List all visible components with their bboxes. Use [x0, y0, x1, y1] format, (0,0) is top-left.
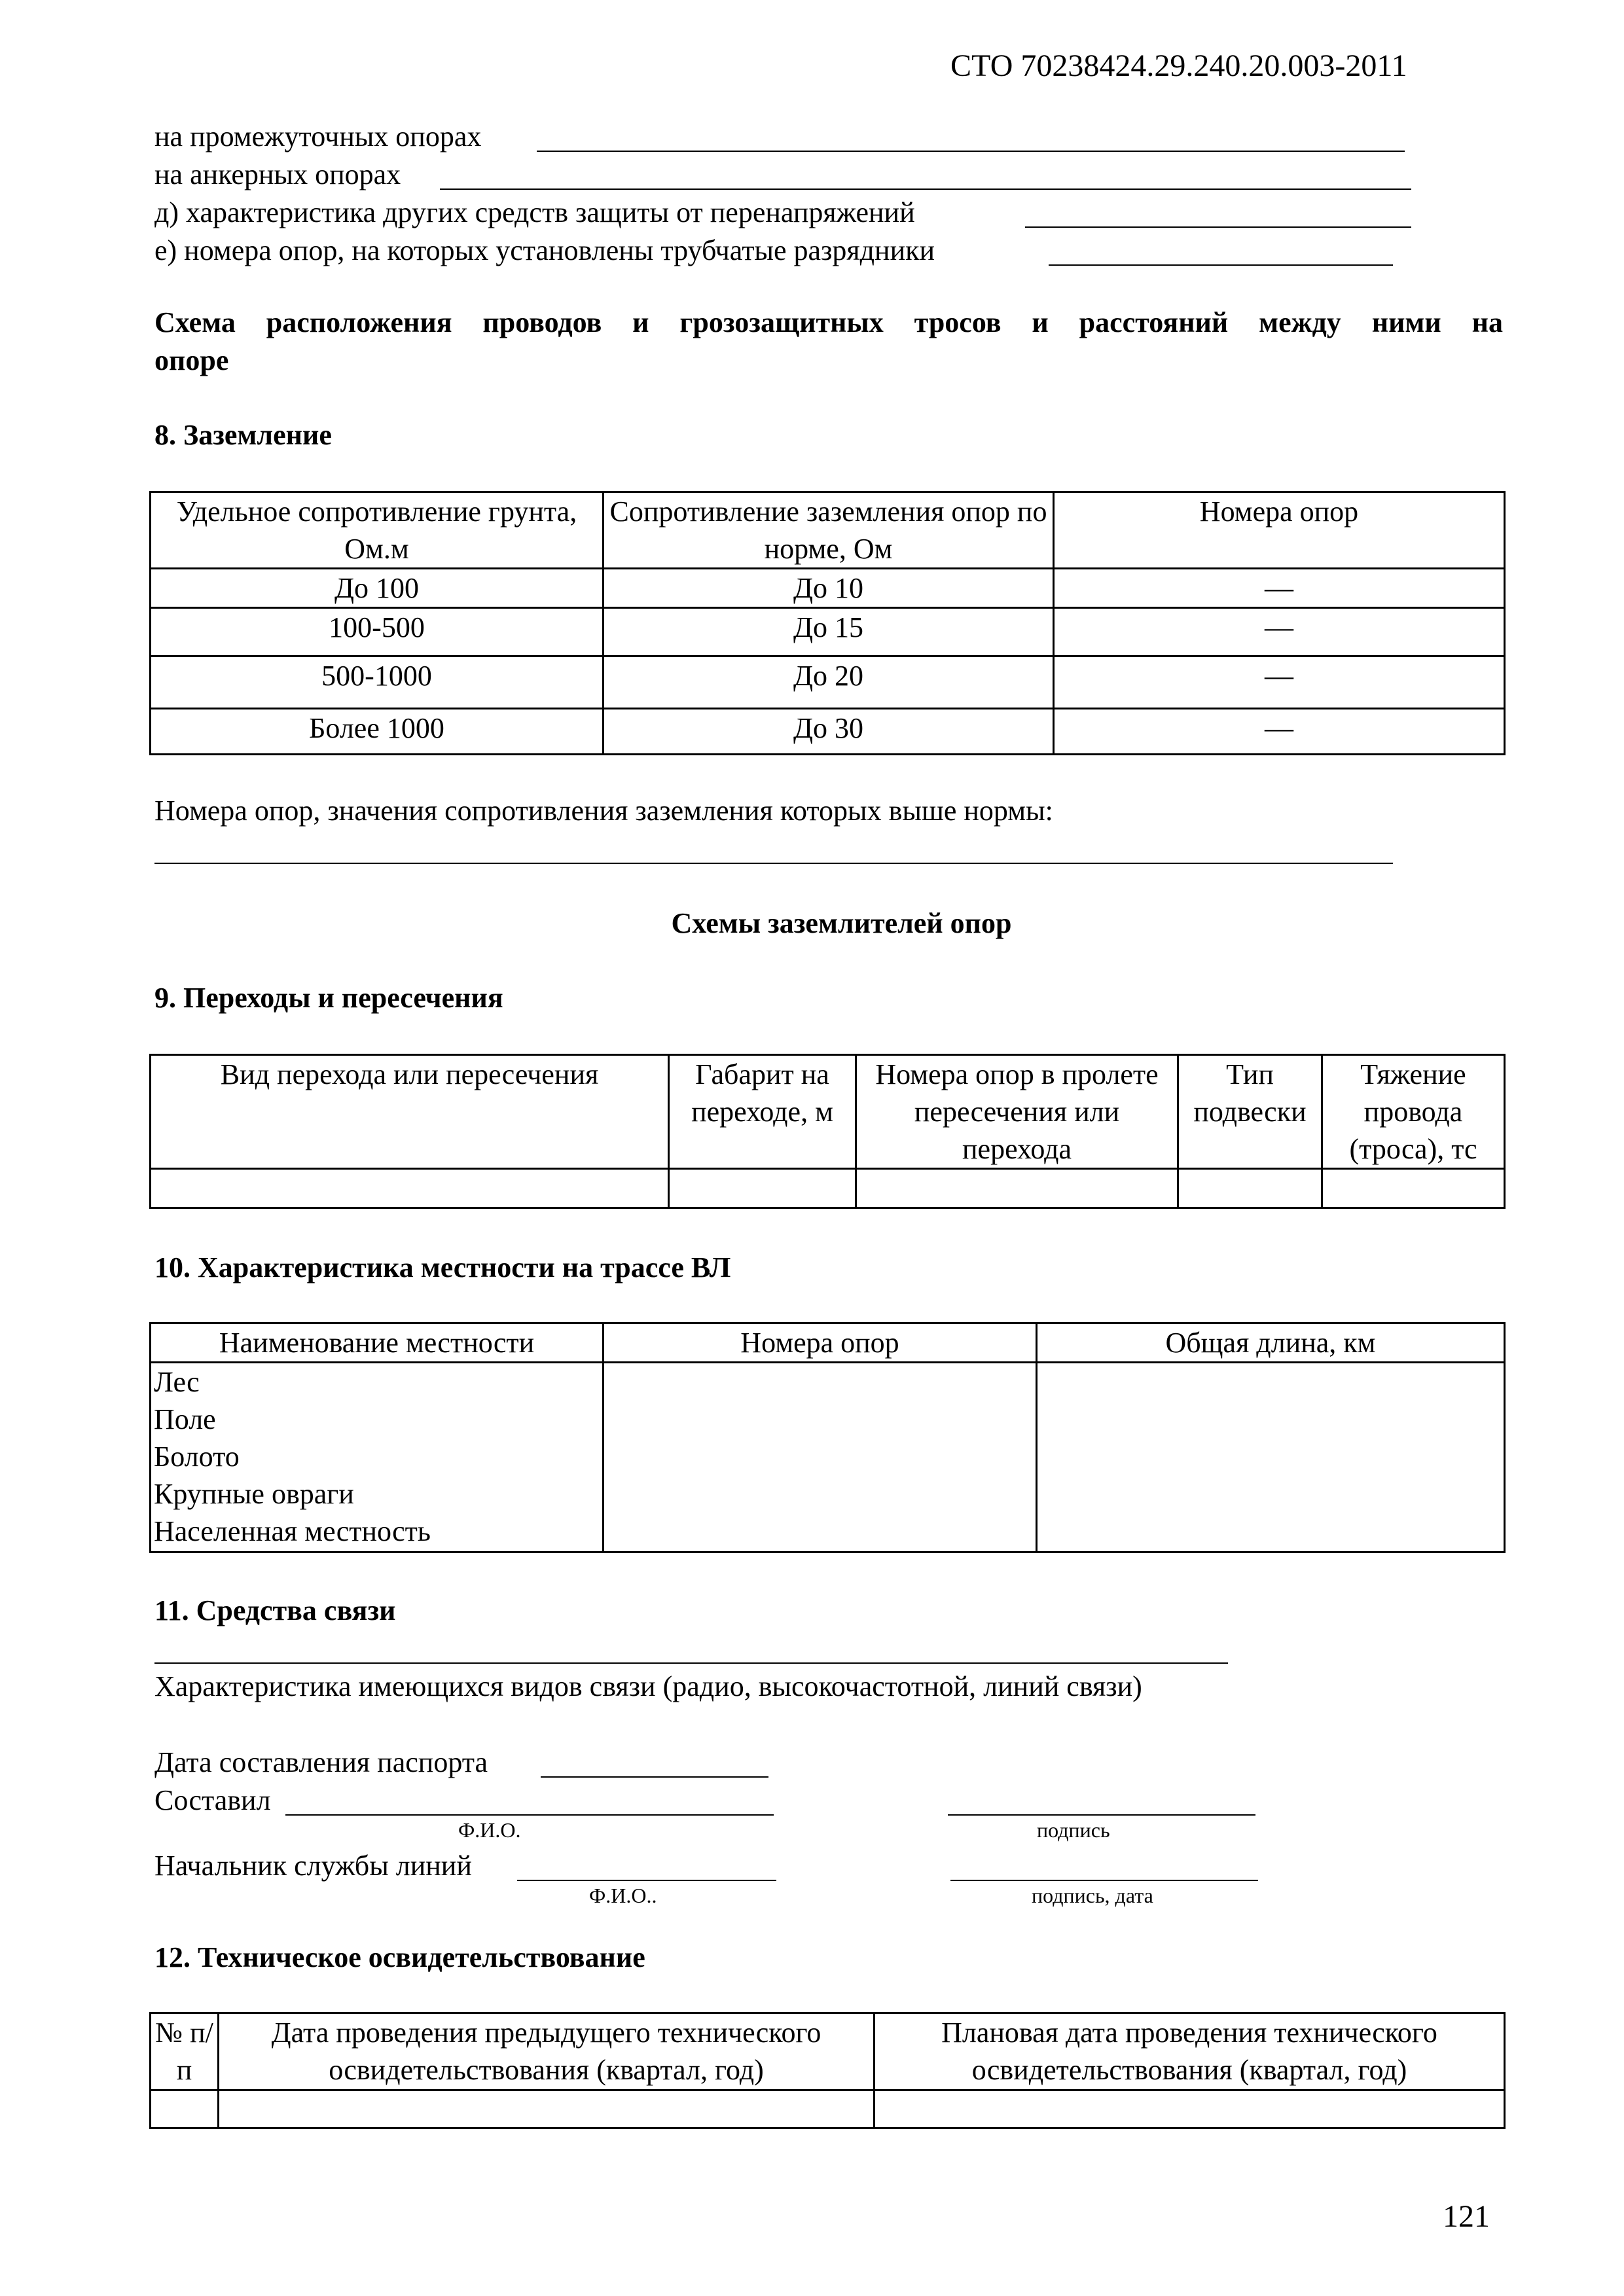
fio-caption: Ф.И.О.	[458, 1818, 521, 1842]
table-cell[interactable]	[856, 1169, 1178, 1208]
header-span-towers: Номера опор в пролете пересечения или перехода	[856, 1055, 1178, 1169]
section-heading-grounding: 8. Заземление	[154, 419, 332, 451]
table-row	[151, 2090, 1505, 2128]
table-cell: До 100	[151, 569, 604, 608]
table-cell[interactable]: —	[1054, 608, 1505, 656]
section-heading-terrain: 10. Характеристика местности на трассе ВЛ	[154, 1251, 731, 1283]
table-header-row	[151, 2013, 1505, 2090]
schemes-title: Схемы заземлителей опор	[671, 907, 1012, 939]
header-soil-resistivity: Удельное сопротивление грунта, Ом.м	[151, 492, 604, 569]
table-cell[interactable]	[151, 2090, 219, 2128]
table-cell[interactable]	[604, 1363, 1037, 1552]
field-label-arresters: е) номера опор, на которых установлены трубчатые разрядники	[154, 234, 935, 266]
header-crossing-type: Вид перехода или пересечения	[151, 1055, 669, 1169]
scheme-heading-line2: опоре	[154, 344, 229, 376]
grounding-note: Номера опор, значения сопротивления заземления которых выше нормы:	[154, 795, 1053, 827]
signature-date-caption: подпись, дата	[1032, 1884, 1153, 1907]
table-cell[interactable]	[151, 1169, 669, 1208]
header-suspension-type: Тип подвески	[1178, 1055, 1322, 1169]
table-cell[interactable]: —	[1054, 656, 1505, 709]
section-heading-inspection: 12. Техническое освидетельствование	[154, 1941, 645, 1973]
list-item: Поле	[154, 1403, 216, 1435]
page-number: 121	[1443, 2199, 1490, 2234]
table-cell: Более 1000	[151, 709, 604, 755]
header-tension: Тяжение провода (троса), тс	[1322, 1055, 1505, 1169]
table-cell: 500-1000	[151, 656, 604, 709]
list-item: Болото	[154, 1441, 240, 1473]
table-row	[151, 608, 1505, 656]
chief-signature-field[interactable]	[950, 1880, 1258, 1881]
fill-line-communication[interactable]	[154, 1662, 1228, 1664]
table-cell: До 30	[604, 709, 1054, 755]
doc-code: СТО 70238424.29.240.20.003-2011	[950, 48, 1407, 83]
header-terrain-name: Наименование местности	[151, 1323, 604, 1363]
header-total-length: Общая длина, км	[1037, 1323, 1505, 1363]
table-row	[151, 656, 1505, 709]
header-planned-date: Плановая дата проведения технического освидетельствования (квартал, год)	[875, 2013, 1505, 2090]
section-heading-crossings: 9. Переходы и пересечения	[154, 982, 503, 1014]
table-cell: До 15	[604, 608, 1054, 656]
table-cell[interactable]: —	[1054, 709, 1505, 755]
table-cell[interactable]	[219, 2090, 875, 2128]
table-header-row	[151, 1055, 1505, 1169]
composed-label: Составил	[154, 1784, 271, 1816]
table-header-row	[151, 492, 1505, 569]
table-row	[151, 1363, 1505, 1552]
chief-name-field[interactable]	[517, 1880, 776, 1881]
date-field[interactable]	[541, 1776, 768, 1778]
list-item: Лес	[154, 1366, 200, 1398]
terrain-list	[151, 1363, 604, 1552]
header-number: № п/п	[151, 2013, 219, 2090]
list-item: Населенная местность	[154, 1515, 431, 1547]
fill-line-grounding-note[interactable]	[154, 863, 1393, 864]
crossings-table	[149, 1054, 1506, 1209]
table-row	[151, 1169, 1505, 1208]
communication-caption: Характеристика имеющихся видов связи (радио, высокочастотной, линий связи)	[154, 1670, 1142, 1702]
table-cell: До 20	[604, 656, 1054, 709]
chief-label: Начальник службы линий	[154, 1850, 472, 1882]
terrain-table	[149, 1322, 1506, 1553]
table-cell[interactable]	[1037, 1363, 1505, 1552]
header-clearance: Габарит на переходе, м	[669, 1055, 856, 1169]
table-cell[interactable]	[1322, 1169, 1505, 1208]
inspection-table	[149, 2012, 1506, 2129]
signature-caption: подпись	[1037, 1818, 1110, 1842]
section-heading-communication: 11. Средства связи	[154, 1594, 396, 1626]
header-previous-date: Дата проведения предыдущего технического освидетельствования (квартал, год)	[219, 2013, 875, 2090]
table-header-row	[151, 1323, 1505, 1363]
field-label-anchor: на анкерных опорах	[154, 158, 401, 190]
list-item: Крупные овраги	[154, 1478, 354, 1510]
table-cell[interactable]	[875, 2090, 1505, 2128]
header-grounding-resistance: Сопротивление заземления опор по норме, Ом	[604, 492, 1054, 569]
table-cell[interactable]	[1178, 1169, 1322, 1208]
scheme-heading-line1: Схема расположения проводов и грозозащитных тросов и расстояний между ними на	[154, 306, 1503, 338]
composed-name-field[interactable]	[285, 1814, 774, 1816]
fill-line-anchor[interactable]	[440, 188, 1411, 190]
header-tower-numbers: Номера опор	[1054, 492, 1505, 569]
fill-line-arresters[interactable]	[1049, 264, 1393, 266]
header-tower-numbers: Номера опор	[604, 1323, 1037, 1363]
table-row	[151, 709, 1505, 755]
table-row	[151, 569, 1505, 608]
field-label-protection: д) характеристика других средств защиты от перенапряжений	[154, 196, 915, 228]
fio-caption-2: Ф.И.О..	[589, 1884, 657, 1907]
table-cell: До 10	[604, 569, 1054, 608]
table-cell[interactable]	[669, 1169, 856, 1208]
field-label-intermediate: на промежуточных опорах	[154, 120, 482, 152]
table-cell: 100-500	[151, 608, 604, 656]
composed-signature-field[interactable]	[948, 1814, 1255, 1816]
fill-line-protection[interactable]	[1025, 226, 1411, 228]
date-label: Дата составления паспорта	[154, 1746, 488, 1778]
fill-line-intermediate[interactable]	[537, 151, 1405, 152]
table-cell[interactable]: —	[1054, 569, 1505, 608]
grounding-table	[149, 491, 1506, 755]
